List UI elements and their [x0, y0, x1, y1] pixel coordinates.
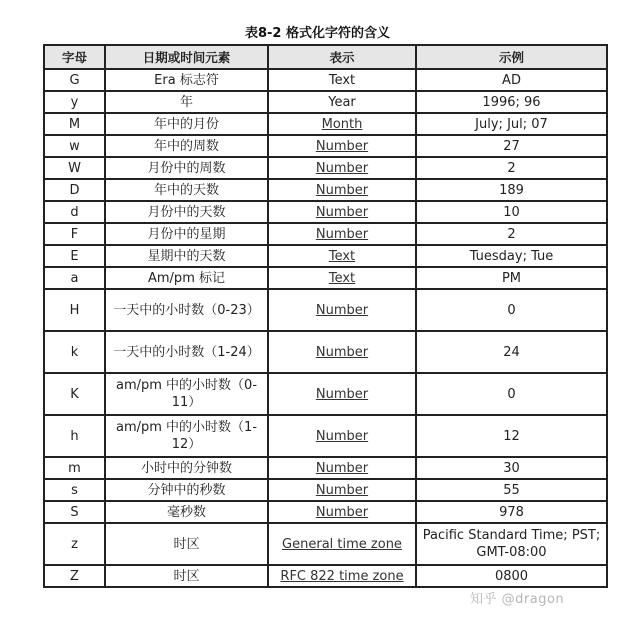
cell-element: 时区	[105, 565, 268, 587]
cell-letter: F	[44, 223, 105, 245]
presentation-link[interactable]: Number	[315, 138, 369, 154]
cell-example: PM	[416, 267, 607, 289]
cell-example: 2	[416, 157, 607, 179]
cell-example: 0800	[416, 565, 607, 587]
presentation-link[interactable]: Number	[315, 428, 369, 444]
cell-element: 一天中的小时数（0-23）	[105, 289, 268, 331]
presentation-link[interactable]: RFC 822 time zone	[280, 568, 404, 584]
table-row	[44, 135, 607, 157]
cell-example: 0	[416, 289, 607, 331]
cell-element: 年中的周数	[105, 135, 268, 157]
cell-letter: h	[44, 415, 105, 457]
cell-element: am/pm 中的小时数（0-11）	[105, 373, 268, 415]
cell-element: Am/pm 标记	[105, 267, 268, 289]
table-row	[44, 457, 607, 479]
table-row	[44, 565, 607, 587]
cell-example: 12	[416, 415, 607, 457]
cell-example: 27	[416, 135, 607, 157]
presentation-link[interactable]: Month	[321, 116, 363, 132]
cell-element: 星期中的天数	[105, 245, 268, 267]
cell-example: 2	[416, 223, 607, 245]
table-row	[44, 69, 607, 91]
cell-example: AD	[416, 69, 607, 91]
presentation-link[interactable]: Number	[315, 182, 369, 198]
table-row	[44, 501, 607, 523]
cell-element: 分钟中的秒数	[105, 479, 268, 501]
presentation-link[interactable]: Number	[315, 160, 369, 176]
cell-example: 189	[416, 179, 607, 201]
cell-letter: S	[44, 501, 105, 523]
cell-letter: D	[44, 179, 105, 201]
cell-element: 毫秒数	[105, 501, 268, 523]
cell-presentation	[268, 523, 416, 565]
cell-example: 0	[416, 373, 607, 415]
cell-presentation	[268, 179, 416, 201]
cell-element: 时区	[105, 523, 268, 565]
cell-letter: H	[44, 289, 105, 331]
cell-letter: Z	[44, 565, 105, 587]
presentation-link[interactable]: Number	[315, 504, 369, 520]
cell-letter: a	[44, 267, 105, 289]
cell-example: 24	[416, 331, 607, 373]
cell-element: 年	[105, 91, 268, 113]
presentation-link[interactable]: Text	[328, 248, 356, 264]
table-row	[44, 373, 607, 415]
cell-element: Era 标志符	[105, 69, 268, 91]
cell-example: 10	[416, 201, 607, 223]
cell-example: July; Jul; 07	[416, 113, 607, 135]
presentation-link[interactable]: Number	[315, 344, 369, 360]
cell-presentation	[268, 113, 416, 135]
presentation-link[interactable]: Number	[315, 226, 369, 242]
table-row	[44, 331, 607, 373]
table-row	[44, 523, 607, 565]
table-row	[44, 201, 607, 223]
cell-element: 一天中的小时数（1-24）	[105, 331, 268, 373]
cell-letter: y	[44, 91, 105, 113]
cell-presentation	[268, 289, 416, 331]
table-row	[44, 91, 607, 113]
cell-presentation	[268, 157, 416, 179]
presentation-link[interactable]: Number	[315, 482, 369, 498]
cell-example: 978	[416, 501, 607, 523]
cell-presentation	[268, 135, 416, 157]
header-example: 示例	[416, 45, 607, 69]
cell-presentation: Year	[268, 91, 416, 113]
cell-presentation	[268, 479, 416, 501]
cell-letter: k	[44, 331, 105, 373]
presentation-link[interactable]: General time zone	[282, 536, 402, 552]
cell-presentation	[268, 501, 416, 523]
cell-example: 30	[416, 457, 607, 479]
table-row	[44, 479, 607, 501]
watermark: 知乎 @dragon	[470, 592, 565, 607]
cell-example: Tuesday; Tue	[416, 245, 607, 267]
presentation-link[interactable]: Number	[315, 302, 369, 318]
cell-presentation	[268, 457, 416, 479]
cell-example: 55	[416, 479, 607, 501]
cell-presentation	[268, 245, 416, 267]
header-presentation: 表示	[268, 45, 416, 69]
table-row	[44, 113, 607, 135]
cell-example: 1996; 96	[416, 91, 607, 113]
cell-element: 年中的天数	[105, 179, 268, 201]
cell-letter: G	[44, 69, 105, 91]
presentation-link[interactable]: Number	[315, 460, 369, 476]
cell-presentation	[268, 223, 416, 245]
table-row	[44, 223, 607, 245]
cell-letter: M	[44, 113, 105, 135]
cell-letter: K	[44, 373, 105, 415]
format-table	[43, 44, 608, 588]
header-element: 日期或时间元素	[105, 45, 268, 69]
cell-letter: z	[44, 523, 105, 565]
cell-element: 年中的月份	[105, 113, 268, 135]
table-row	[44, 245, 607, 267]
presentation-link[interactable]: Number	[315, 204, 369, 220]
cell-letter: m	[44, 457, 105, 479]
presentation-link[interactable]: Number	[315, 386, 369, 402]
cell-element: 月份中的星期	[105, 223, 268, 245]
cell-letter: w	[44, 135, 105, 157]
table-row	[44, 179, 607, 201]
cell-element: 小时中的分钟数	[105, 457, 268, 479]
header-letter: 字母	[44, 45, 105, 69]
table-row	[44, 289, 607, 331]
header-row	[44, 45, 607, 69]
table-title: 表8-2 格式化字符的含义	[244, 26, 390, 41]
cell-element: am/pm 中的小时数（1-12）	[105, 415, 268, 457]
cell-presentation	[268, 267, 416, 289]
cell-letter: E	[44, 245, 105, 267]
table-row	[44, 157, 607, 179]
table-row	[44, 415, 607, 457]
cell-presentation	[268, 565, 416, 587]
cell-presentation: Text	[268, 69, 416, 91]
cell-presentation	[268, 331, 416, 373]
cell-letter: s	[44, 479, 105, 501]
cell-element: 月份中的天数	[105, 201, 268, 223]
cell-letter: W	[44, 157, 105, 179]
cell-element: 月份中的周数	[105, 157, 268, 179]
cell-presentation	[268, 201, 416, 223]
table-row	[44, 267, 607, 289]
cell-presentation	[268, 373, 416, 415]
cell-presentation	[268, 415, 416, 457]
presentation-link[interactable]: Text	[328, 270, 356, 286]
cell-letter: d	[44, 201, 105, 223]
cell-example: Pacific Standard Time; PST; GMT-08:00	[416, 523, 607, 565]
